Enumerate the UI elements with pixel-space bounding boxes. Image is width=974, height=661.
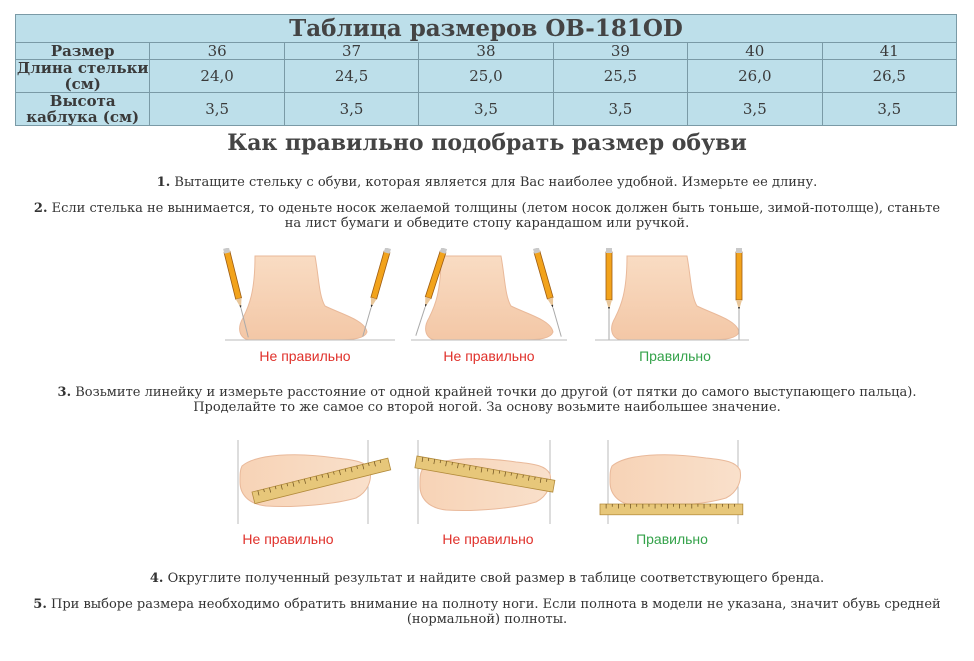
foot-icon <box>240 256 367 340</box>
pencil-icon <box>606 248 612 340</box>
step-text: Округлите полученный результат и найдите свой размер в таблице соответствующего бренда. <box>167 571 825 586</box>
foot-icon <box>612 256 739 340</box>
table-cell: 3,5 <box>688 93 822 126</box>
table-row <box>16 43 957 60</box>
step-number: 1. <box>156 175 171 190</box>
caption-right: Правильно <box>639 348 711 364</box>
table-cell: 3,5 <box>284 93 418 126</box>
table-cell: 38 <box>419 43 553 60</box>
step-text: Вытащите стельку с обуви, которая является для Вас наиболее удобной. Измерьте ее длину. <box>174 175 818 190</box>
foot-tracing-illustration <box>215 248 755 346</box>
table-cell: 40 <box>688 43 822 60</box>
table-cell: 26,5 <box>822 60 956 93</box>
step-text: Если стелька не вынимается, то оденьте носок желаемой толщины (летом носок должен быть тоньше, зимой-потолще), станьте на лист бумаги и обведите стопу карандашом или ручкой. <box>51 201 941 231</box>
table-cell: 39 <box>553 43 687 60</box>
table-cell: 25,0 <box>419 60 553 93</box>
table-cell: 25,5 <box>553 60 687 93</box>
step-text: Возьмите линейку и измерьте расстояние от одной крайней точки до другой (от пятки до самого выступающего пальца). Проделайте то же самое со второй ногой. За основу возьмите наибольшее значение. <box>75 385 917 415</box>
step-2 <box>25 201 949 231</box>
table-cell: 3,5 <box>150 93 284 126</box>
row-label: Высота каблука (см) <box>16 93 150 126</box>
table-row <box>16 93 957 126</box>
ruler-icon <box>600 504 743 515</box>
table-title: Таблица размеров OB-181OD <box>16 15 957 43</box>
caption-wrong-1: Не правильно <box>259 348 351 364</box>
step-5 <box>25 597 949 627</box>
pencil-icon <box>736 248 742 340</box>
row-label: Размер <box>16 43 150 60</box>
step-3 <box>25 385 949 415</box>
step-1 <box>25 175 949 190</box>
caption-wrong-2: Не правильно <box>443 348 535 364</box>
foot-icon <box>610 455 740 507</box>
table-cell: 3,5 <box>419 93 553 126</box>
caption-right: Правильно <box>636 531 708 547</box>
table-cell: 24,0 <box>150 60 284 93</box>
table-row <box>16 60 957 93</box>
foot-icon <box>426 256 553 340</box>
guide-heading: Как правильно подобрать размер обуви <box>227 130 747 156</box>
pencil-icon <box>360 248 391 337</box>
step-number: 3. <box>57 385 72 400</box>
table-cell: 36 <box>150 43 284 60</box>
step-text: При выборе размера необходимо обратить внимание на полноту ноги. Если полнота в модели не указана, значит обувь средней (нормальной) полноты. <box>51 597 941 627</box>
table-cell: 37 <box>284 43 418 60</box>
step-4 <box>25 571 949 586</box>
table-cell: 26,0 <box>688 60 822 93</box>
foot-measuring-illustration <box>234 440 750 526</box>
size-table <box>15 14 957 126</box>
row-label: Длина стельки (см) <box>16 59 149 93</box>
step-number: 4. <box>149 571 164 586</box>
caption-wrong-1: Не правильно <box>242 531 334 547</box>
table-cell: 3,5 <box>822 93 956 126</box>
step-number: 5. <box>33 597 47 612</box>
table-cell: 24,5 <box>284 60 418 93</box>
table-cell: 41 <box>822 43 956 60</box>
step-number: 2. <box>33 201 48 216</box>
caption-wrong-2: Не правильно <box>442 531 534 547</box>
table-cell: 3,5 <box>553 93 687 126</box>
